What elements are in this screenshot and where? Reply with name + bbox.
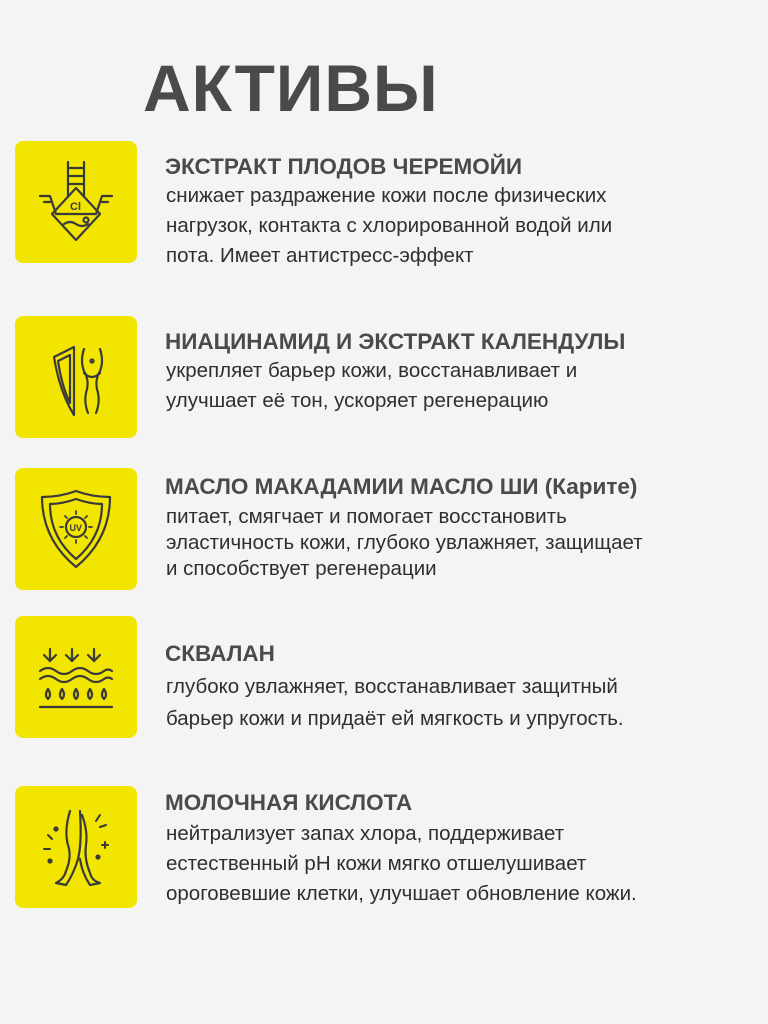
svg-text:Cl: Cl xyxy=(70,201,81,213)
description-line: эластичность кожи, глубоко увлажняет, защищает xyxy=(166,531,643,554)
item-description xyxy=(166,356,761,416)
description-line: укрепляет барьер кожи, восстанавливает и xyxy=(166,359,578,382)
item-heading: МАСЛО МАКАДАМИИ МАСЛО ШИ (Карите) xyxy=(165,474,638,499)
description-line: ороговевшие клетки, улучшает обновление кожи. xyxy=(166,882,637,905)
description-line: пота. Имеет антистресс-эффект xyxy=(166,244,474,267)
badge-5 xyxy=(15,786,137,908)
item-heading: НИАЦИНАМИД И ЭКСТРАКТ КАЛЕНДУЛЫ xyxy=(165,329,626,354)
description-line: барьер кожи и придаёт ей мягкость и упругость. xyxy=(166,707,624,730)
item-description xyxy=(166,504,761,582)
badge-3 xyxy=(15,468,137,590)
page-title: АКТИВЫ xyxy=(143,51,439,125)
badge-4 xyxy=(15,616,137,738)
item-heading: СКВАЛАН xyxy=(165,641,275,666)
description-line: нейтрализует запах хлора, поддерживает xyxy=(166,822,565,845)
description-line: естественный рН кожи мягко отшелушивает xyxy=(166,852,587,875)
skin-layers-icon xyxy=(30,631,122,723)
badge-2 xyxy=(15,316,137,438)
svg-text:UV: UV xyxy=(69,523,83,533)
item-description xyxy=(166,819,761,909)
description-line: глубоко увлажняет, восстанавливает защитный xyxy=(166,675,618,698)
item-description xyxy=(166,671,761,735)
item-heading: ЭКСТРАКТ ПЛОДОВ ЧЕРЕМОЙИ xyxy=(165,154,523,179)
description-line: и способствует регенерации xyxy=(166,557,437,580)
chlorine-ladder-icon xyxy=(30,156,122,248)
legs-sparkle-icon xyxy=(30,801,122,893)
item-heading: МОЛОЧНАЯ КИСЛОТА xyxy=(165,790,413,815)
description-line: улучшает её тон, ускоряет регенерацию xyxy=(166,389,549,412)
item-description xyxy=(166,181,761,271)
uv-shield-icon xyxy=(30,483,122,575)
description-line: питает, смягчает и помогает восстановить xyxy=(166,505,567,528)
description-line: нагрузок, контакта с хлорированной водой или xyxy=(166,214,613,237)
badge-1 xyxy=(15,141,137,263)
description-line: снижает раздражение кожи после физических xyxy=(166,184,607,207)
shield-body-icon xyxy=(30,331,122,423)
